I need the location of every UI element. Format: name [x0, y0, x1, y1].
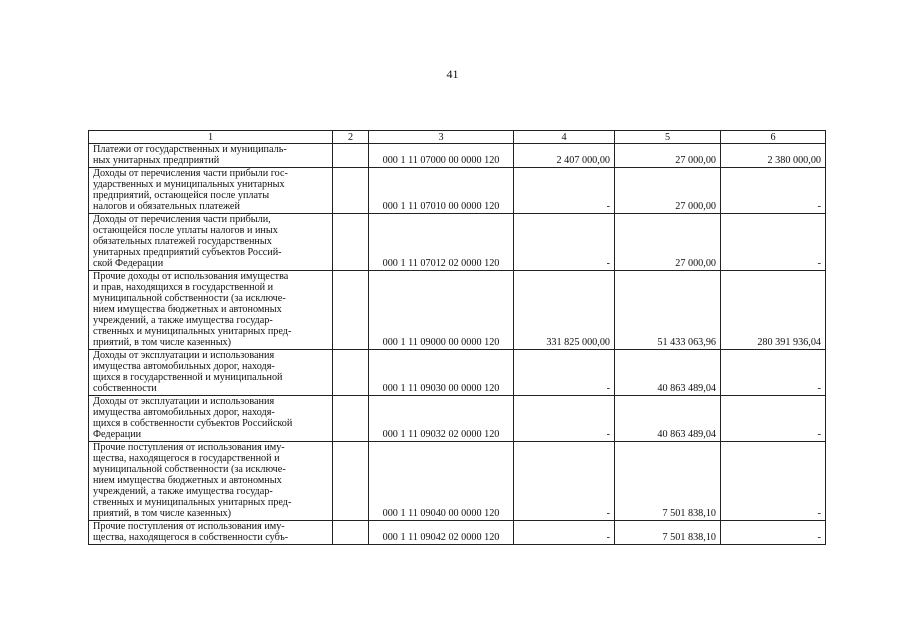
- row-value-5: 27 000,00: [615, 168, 721, 214]
- row-code: 000 1 11 07000 00 0000 120: [369, 144, 514, 168]
- row-name: Доходы от эксплуатации и использования имущества автомобильных дорог, находя- щихся в собственности субъектов Российской Федерации: [89, 396, 333, 442]
- row-value-6: -: [721, 168, 826, 214]
- row-col2: [333, 396, 369, 442]
- row-col2: [333, 442, 369, 521]
- row-value-5: 51 433 063,96: [615, 271, 721, 350]
- header-row: [89, 131, 826, 144]
- column-header-6: 6: [721, 131, 826, 144]
- column-header-5: 5: [615, 131, 721, 144]
- row-col2: [333, 271, 369, 350]
- row-name: Платежи от государственных и муниципаль- ных унитарных предприятий: [89, 144, 333, 168]
- row-value-4: -: [514, 350, 615, 396]
- row-value-4: 2 407 000,00: [514, 144, 615, 168]
- row-value-6: -: [721, 521, 826, 545]
- page-number: 41: [446, 67, 459, 81]
- row-value-4: -: [514, 396, 615, 442]
- table-row: [89, 396, 826, 442]
- row-name: Доходы от перечисления части прибыли, остающейся после уплаты налогов и иных обязательных платежей государственных унитарных предприятий субъектов Россий- ской Федерации: [89, 214, 333, 271]
- row-name: Доходы от перечисления части прибыли гос- ударственных и муниципальных унитарных предприятий, остающейся после уплаты налогов и обязательных платежей: [89, 168, 333, 214]
- row-value-5: 40 863 489,04: [615, 396, 721, 442]
- column-header-2: 2: [333, 131, 369, 144]
- table-row: [89, 214, 826, 271]
- column-header-3: 3: [369, 131, 514, 144]
- row-value-5: 27 000,00: [615, 144, 721, 168]
- row-code: 000 1 11 09030 00 0000 120: [369, 350, 514, 396]
- table-row: [89, 144, 826, 168]
- row-value-6: -: [721, 396, 826, 442]
- row-col2: [333, 214, 369, 271]
- row-value-4: -: [514, 521, 615, 545]
- row-name: Прочие доходы от использования имущества и прав, находящихся в государственной и муниципальной собственности (за исключе- нием имущества бюджетных и автономных учреждений, а также имущества государ- ственных и муниципальных унитарных пред- приятий, в том числе казенных): [89, 271, 333, 350]
- row-code: 000 1 11 07010 00 0000 120: [369, 168, 514, 214]
- row-code: 000 1 11 09000 00 0000 120: [369, 271, 514, 350]
- row-value-5: 7 501 838,10: [615, 521, 721, 545]
- row-col2: [333, 144, 369, 168]
- row-value-5: 40 863 489,04: [615, 350, 721, 396]
- row-code: 000 1 11 07012 02 0000 120: [369, 214, 514, 271]
- row-name: Доходы от эксплуатации и использования имущества автомобильных дорог, находя- щихся в государственной и муниципальной собственности: [89, 350, 333, 396]
- table-row: [89, 442, 826, 521]
- row-name: Прочие поступления от использования иму- щества, находящегося в государственной и муниципальной собственности (за исключе- нием имущества бюджетных и автономных учреждений, а также имущества государ- ственных и муниципальных унитарных пред- приятий, в том числе казенных): [89, 442, 333, 521]
- row-value-5: 27 000,00: [615, 214, 721, 271]
- row-value-4: 331 825 000,00: [514, 271, 615, 350]
- row-col2: [333, 350, 369, 396]
- row-value-6: -: [721, 442, 826, 521]
- row-value-4: -: [514, 168, 615, 214]
- table-row: [89, 350, 826, 396]
- row-value-4: -: [514, 442, 615, 521]
- row-value-4: -: [514, 214, 615, 271]
- column-header-4: 4: [514, 131, 615, 144]
- row-col2: [333, 521, 369, 545]
- row-code: 000 1 11 09042 02 0000 120: [369, 521, 514, 545]
- revenue-table: [88, 130, 826, 545]
- row-value-5: 7 501 838,10: [615, 442, 721, 521]
- row-value-6: 280 391 936,04: [721, 271, 826, 350]
- row-code: 000 1 11 09040 00 0000 120: [369, 442, 514, 521]
- row-name: Прочие поступления от использования иму- щества, находящегося в собственности субъ-: [89, 521, 333, 545]
- column-header-1: 1: [89, 131, 333, 144]
- table-row: [89, 168, 826, 214]
- row-code: 000 1 11 09032 02 0000 120: [369, 396, 514, 442]
- table-row: [89, 521, 826, 545]
- row-value-6: 2 380 000,00: [721, 144, 826, 168]
- row-value-6: -: [721, 214, 826, 271]
- row-col2: [333, 168, 369, 214]
- row-value-6: -: [721, 350, 826, 396]
- table-row: [89, 271, 826, 350]
